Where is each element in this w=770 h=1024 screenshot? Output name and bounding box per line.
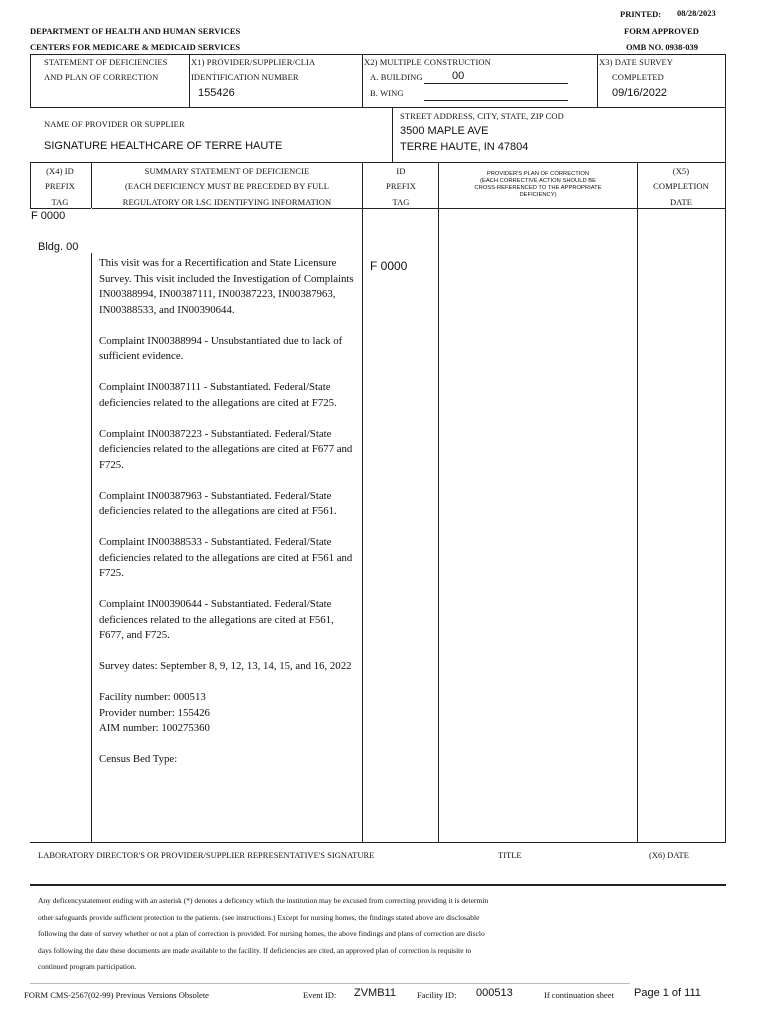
x1-line2: IDENTIFICATION NUMBER [191, 72, 299, 82]
x5-head-1: (X5) [672, 166, 690, 176]
form-approved: FORM APPROVED [624, 26, 699, 36]
continuation-label: If continuation sheet [544, 990, 614, 1000]
building-underline [424, 83, 568, 84]
building-label: A. BUILDING [370, 72, 423, 82]
omb-number: OMB NO. 0938-039 [626, 42, 699, 52]
x6-date-label: (X6) DATE [649, 850, 689, 860]
x5-head-3: DATE [669, 197, 693, 207]
narrative-paragraph-survey-dates: Survey dates: September 8, 9, 12, 13, 14, 15, and 16, 2022 [99, 660, 352, 672]
wing-underline [424, 100, 568, 101]
narrative-paragraph-complaint-6: Complaint IN00390644 - Substantiated. Federal/State deficiences related to the allegations are cited at F561, F677, and F725. [99, 598, 334, 641]
right-border [725, 54, 726, 842]
address-street: 3500 MAPLE AVE [400, 125, 489, 137]
summary-divider [362, 162, 363, 842]
x4-head-3: TAG [51, 197, 69, 207]
x4-head-1: (X4) ID [46, 166, 74, 176]
x4-divider-head [91, 162, 92, 209]
title-label: TITLE [498, 850, 522, 860]
left-border-head [30, 162, 31, 209]
narrative-paragraph-complaint-5: Complaint IN00388533 - Substantiated. Federal/State deficiencies related to the allegations are cited at F561 and F725. [99, 536, 353, 579]
x4-divider [91, 253, 92, 842]
narrative-paragraph-complaint-4: Complaint IN00387963 - Substantiated. Federal/State deficiencies related to the allegations are cited at F561. [99, 489, 337, 517]
footer-rule [30, 983, 630, 984]
id-head-3: TAG [392, 197, 410, 207]
right-tag: F 0000 [370, 259, 408, 273]
plan-head-3: CROSS-REFERENCED TO THE APPROPRIATE [474, 185, 602, 191]
x3-line1: X3) DATE SURVEY [599, 57, 674, 67]
plan-head-2: (EACH CORRECTIVE ACTION SHOULD BE [480, 178, 596, 184]
provider-id-value: 155426 [198, 87, 235, 99]
header-mid-rule [30, 107, 726, 108]
x1-line1: X1) PROVIDER/SUPPLIER/CLIA [191, 57, 316, 67]
x3-divider [597, 54, 598, 108]
id-head-1: ID [396, 166, 406, 176]
columns-bottom-rule [30, 208, 726, 209]
provider-name: SIGNATURE HEALTHCARE OF TERRE HAUTE [44, 140, 283, 152]
summary-head-2: (EACH DEFICIENCY MUST BE PRECEDED BY FULL [124, 181, 330, 191]
x3-line2: COMPLETED [612, 72, 664, 82]
x2-divider [362, 54, 363, 108]
x5-head-2: COMPLETION [653, 181, 709, 191]
x4-divider-gap [91, 208, 92, 253]
disclaimer-line-5: continued program participation. [38, 962, 137, 971]
plan-head-1: PROVIDER'S PLAN OF CORRECTION [486, 171, 590, 177]
disclaimer-line-3: following the date of survey whether or not a plan of correction is provided. For nursing homes, the above findings and plans of correction are disclo [38, 929, 485, 938]
signature-bottom-rule [30, 884, 726, 886]
narrative-paragraph-complaint-2: Complaint IN00387111 - Substantiated. Federal/State deficiencies related to the allegations are cited at F725. [99, 381, 337, 409]
disclaimer-line-1: Any deficencystatement ending with an asterisk (*) denotes a deficency which the institution may be excused from correcting providing it is determin [38, 896, 489, 905]
signature-label: LABORATORY DIRECTOR'S OR PROVIDER/SUPPLIER REPRESENTATIVE'S SIGNATURE [38, 850, 375, 860]
building-tag: Bldg. 00 [38, 241, 79, 253]
summary-head-3: REGULATORY OR LSC IDENTIFYING INFORMATION [122, 197, 332, 207]
facility-id-value: 000513 [476, 987, 513, 999]
id-head-2: PREFIX [386, 181, 416, 191]
agency-line2: CENTERS FOR MEDICARE & MEDICAID SERVICES [30, 42, 241, 52]
narrative-paragraph-numbers: Facility number: 000513 Provider number: 155426 AIM number: 100275360 [99, 691, 210, 734]
address-label: STREET ADDRESS, CITY, STATE, ZIP COD [400, 111, 564, 121]
x4-head-2: PREFIX [45, 181, 75, 191]
statement-line2: AND PLAN OF CORRECTION [44, 72, 159, 82]
header-left-border [30, 54, 31, 108]
survey-completed-date: 09/16/2022 [612, 87, 668, 99]
provider-bottom-rule [30, 162, 726, 163]
disclaimer [38, 893, 728, 976]
summary-head-1: SUMMARY STATEMENT OF DEFICIENCIE [144, 166, 310, 176]
page-number: Page 1 of 111 [634, 987, 701, 999]
disclaimer-line-4: days following the date these documents are made available to the facility. If deficiencies are cited, an approved plan of correction is requisite to [38, 945, 472, 955]
left-tag: F 0000 [31, 210, 66, 222]
signature-top-rule [30, 842, 726, 843]
printed-label: PRINTED: [620, 9, 662, 19]
address-divider [392, 107, 393, 163]
narrative-paragraph-census: Census Bed Type: [99, 753, 178, 765]
form-number: FORM CMS-2567(02-99) Previous Versions Obsolete [24, 990, 209, 1000]
narrative-paragraph-complaint-1: Complaint IN00388994 - Unsubstantiated due to lack of sufficient evidence. [99, 334, 343, 362]
narrative-paragraph-intro: This visit was for a Recertification and State Licensure Survey. This visit included the Investigation of Complaints IN00388994, IN00387111, IN00387223, IN00387963, IN00388533, and IN00390644. [99, 257, 354, 316]
narrative-paragraph-complaint-3: Complaint IN00387223 - Substantiated. Federal/State deficiencies related to the allegations are cited at F677 and F725. [99, 427, 353, 471]
address-city: TERRE HAUTE, IN 47804 [400, 141, 529, 153]
event-id-value: ZVMB11 [354, 987, 396, 999]
x1-divider [189, 54, 190, 108]
agency-line1: DEPARTMENT OF HEALTH AND HUMAN SERVICES [30, 26, 241, 36]
event-id-label: Event ID: [303, 990, 337, 1000]
statement-line1: STATEMENT OF DEFICIENCIES [44, 57, 168, 67]
header-top-rule [30, 54, 726, 55]
building-value: 00 [452, 70, 465, 82]
wing-label: B. WING [370, 88, 404, 98]
plan-head-4: DEFICIENCY) [519, 192, 557, 198]
disclaimer-line-2: other safeguards provide sufficient protection to the patients. (see instructions.) Except for nursing homes, the findings stated above are disclosable [38, 912, 480, 922]
plan-divider [637, 162, 638, 842]
facility-id-label: Facility ID: [417, 990, 457, 1000]
x2-title: X2) MULTIPLE CONSTRUCTION [364, 57, 491, 67]
provider-name-label: NAME OF PROVIDER OR SUPPLIER [44, 119, 185, 129]
printed-date: 08/28/2023 [677, 8, 716, 18]
deficiency-narrative [99, 256, 357, 768]
id-divider [438, 162, 439, 842]
